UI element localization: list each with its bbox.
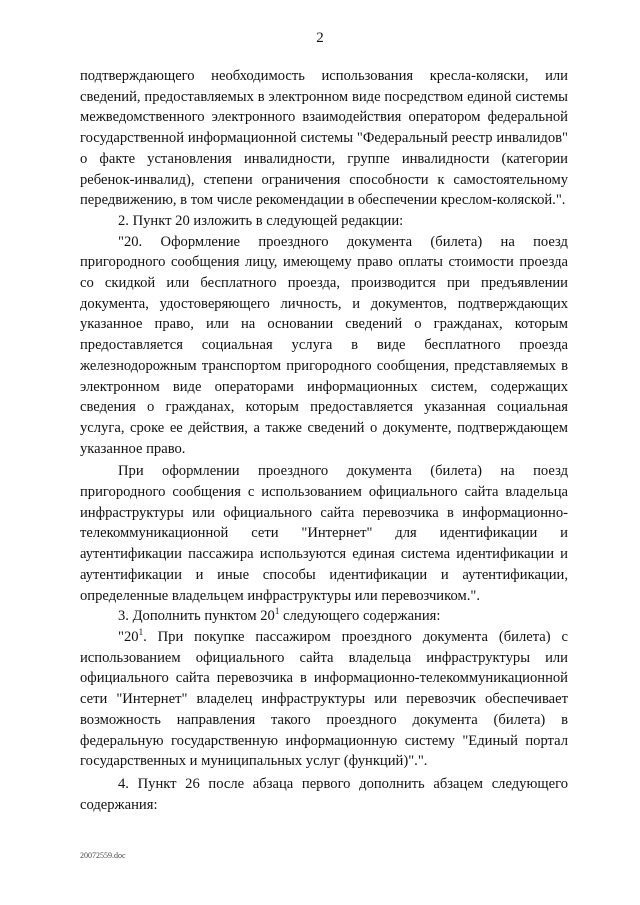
- paragraph-item-2: 2. Пункт 20 изложить в следующей редакции:: [118, 212, 404, 229]
- paragraph-item-3: [80, 606, 568, 627]
- document-body: [80, 66, 568, 815]
- paragraph-item-20-1-start: "20: [118, 628, 139, 645]
- paragraph-item-20-1-body: . При покупке пассажиром проездного документа (билета) с использованием официального сайта владельца инфраструктуры или официального сайта перевозчика в информационно-телекоммуникационной сети "Интернет" владелец инфраструктуры или перевозчик обеспечивает возможность направления такого проездного документа (билета) в федеральную государственную информационную систему "Единый портал государственных и муниципальных услуг (функций)".".: [80, 628, 568, 770]
- paragraph-item-20-second: При оформлении проездного документа (билета) на поезд пригородного сообщения с использованием официального сайта владельца инфраструктуры или официального сайта перевозчика в информационно-телекоммуникационной сети "Интернет" для идентификации и аутентификации пассажира используются единая система идентификации и аутентификации и иные способы идентификации и аутентификации, определенные владельцем инфраструктуры или перевозчиком.".: [80, 463, 568, 604]
- paragraph-item-3-start: 3. Дополнить пунктом 20: [118, 608, 275, 625]
- superscript-index: 1: [274, 606, 280, 617]
- file-name-footer: 20072559.doc: [80, 851, 126, 860]
- superscript-index: 1: [138, 626, 144, 637]
- paragraph-item-20-text: "20. Оформление проездного документа (билета) на поезд пригородного сообщения лицу, имеющему право оплаты стоимости проезда со скидкой или бесплатного проезда, производится при предъявлении документа, удостоверяющего личность, и документов, подтверждающих указанное право, или на основании сведений о гражданах, которым предоставляется социальная услуга в виде бесплатного проезда железнодорожным транспортом пригородного сообщения, представляемых в электронном виде операторами информационных систем, содержащих сведения о гражданах, которым предоставляется указанная социальная услуга, сроке ее действия, а также сведений о документе, подтверждающем указанное право.: [80, 233, 568, 457]
- paragraph-item-20-1-text: [80, 627, 568, 772]
- paragraph-item-3-end: следующего содержания:: [279, 608, 441, 625]
- page-number: 2: [316, 30, 324, 46]
- paragraph-continuation: подтверждающего необходимость использования кресла-коляски, или сведений, предоставляемых в электронном виде посредством единой системы межведомственного электронного взаимодействия оператором федеральной государственной информационной системы "Федеральный реестр инвалидов" о факте установления инвалидности, группе инвалидности (категории ребенок-инвалид), степени ограничения способности к самостоятельному передвижению, в том числе рекомендации в обеспечении креслом-коляской.".: [80, 68, 568, 209]
- paragraph-item-4: 4. Пункт 26 после абзаца первого дополнить абзацем следующего содержания:: [80, 775, 568, 813]
